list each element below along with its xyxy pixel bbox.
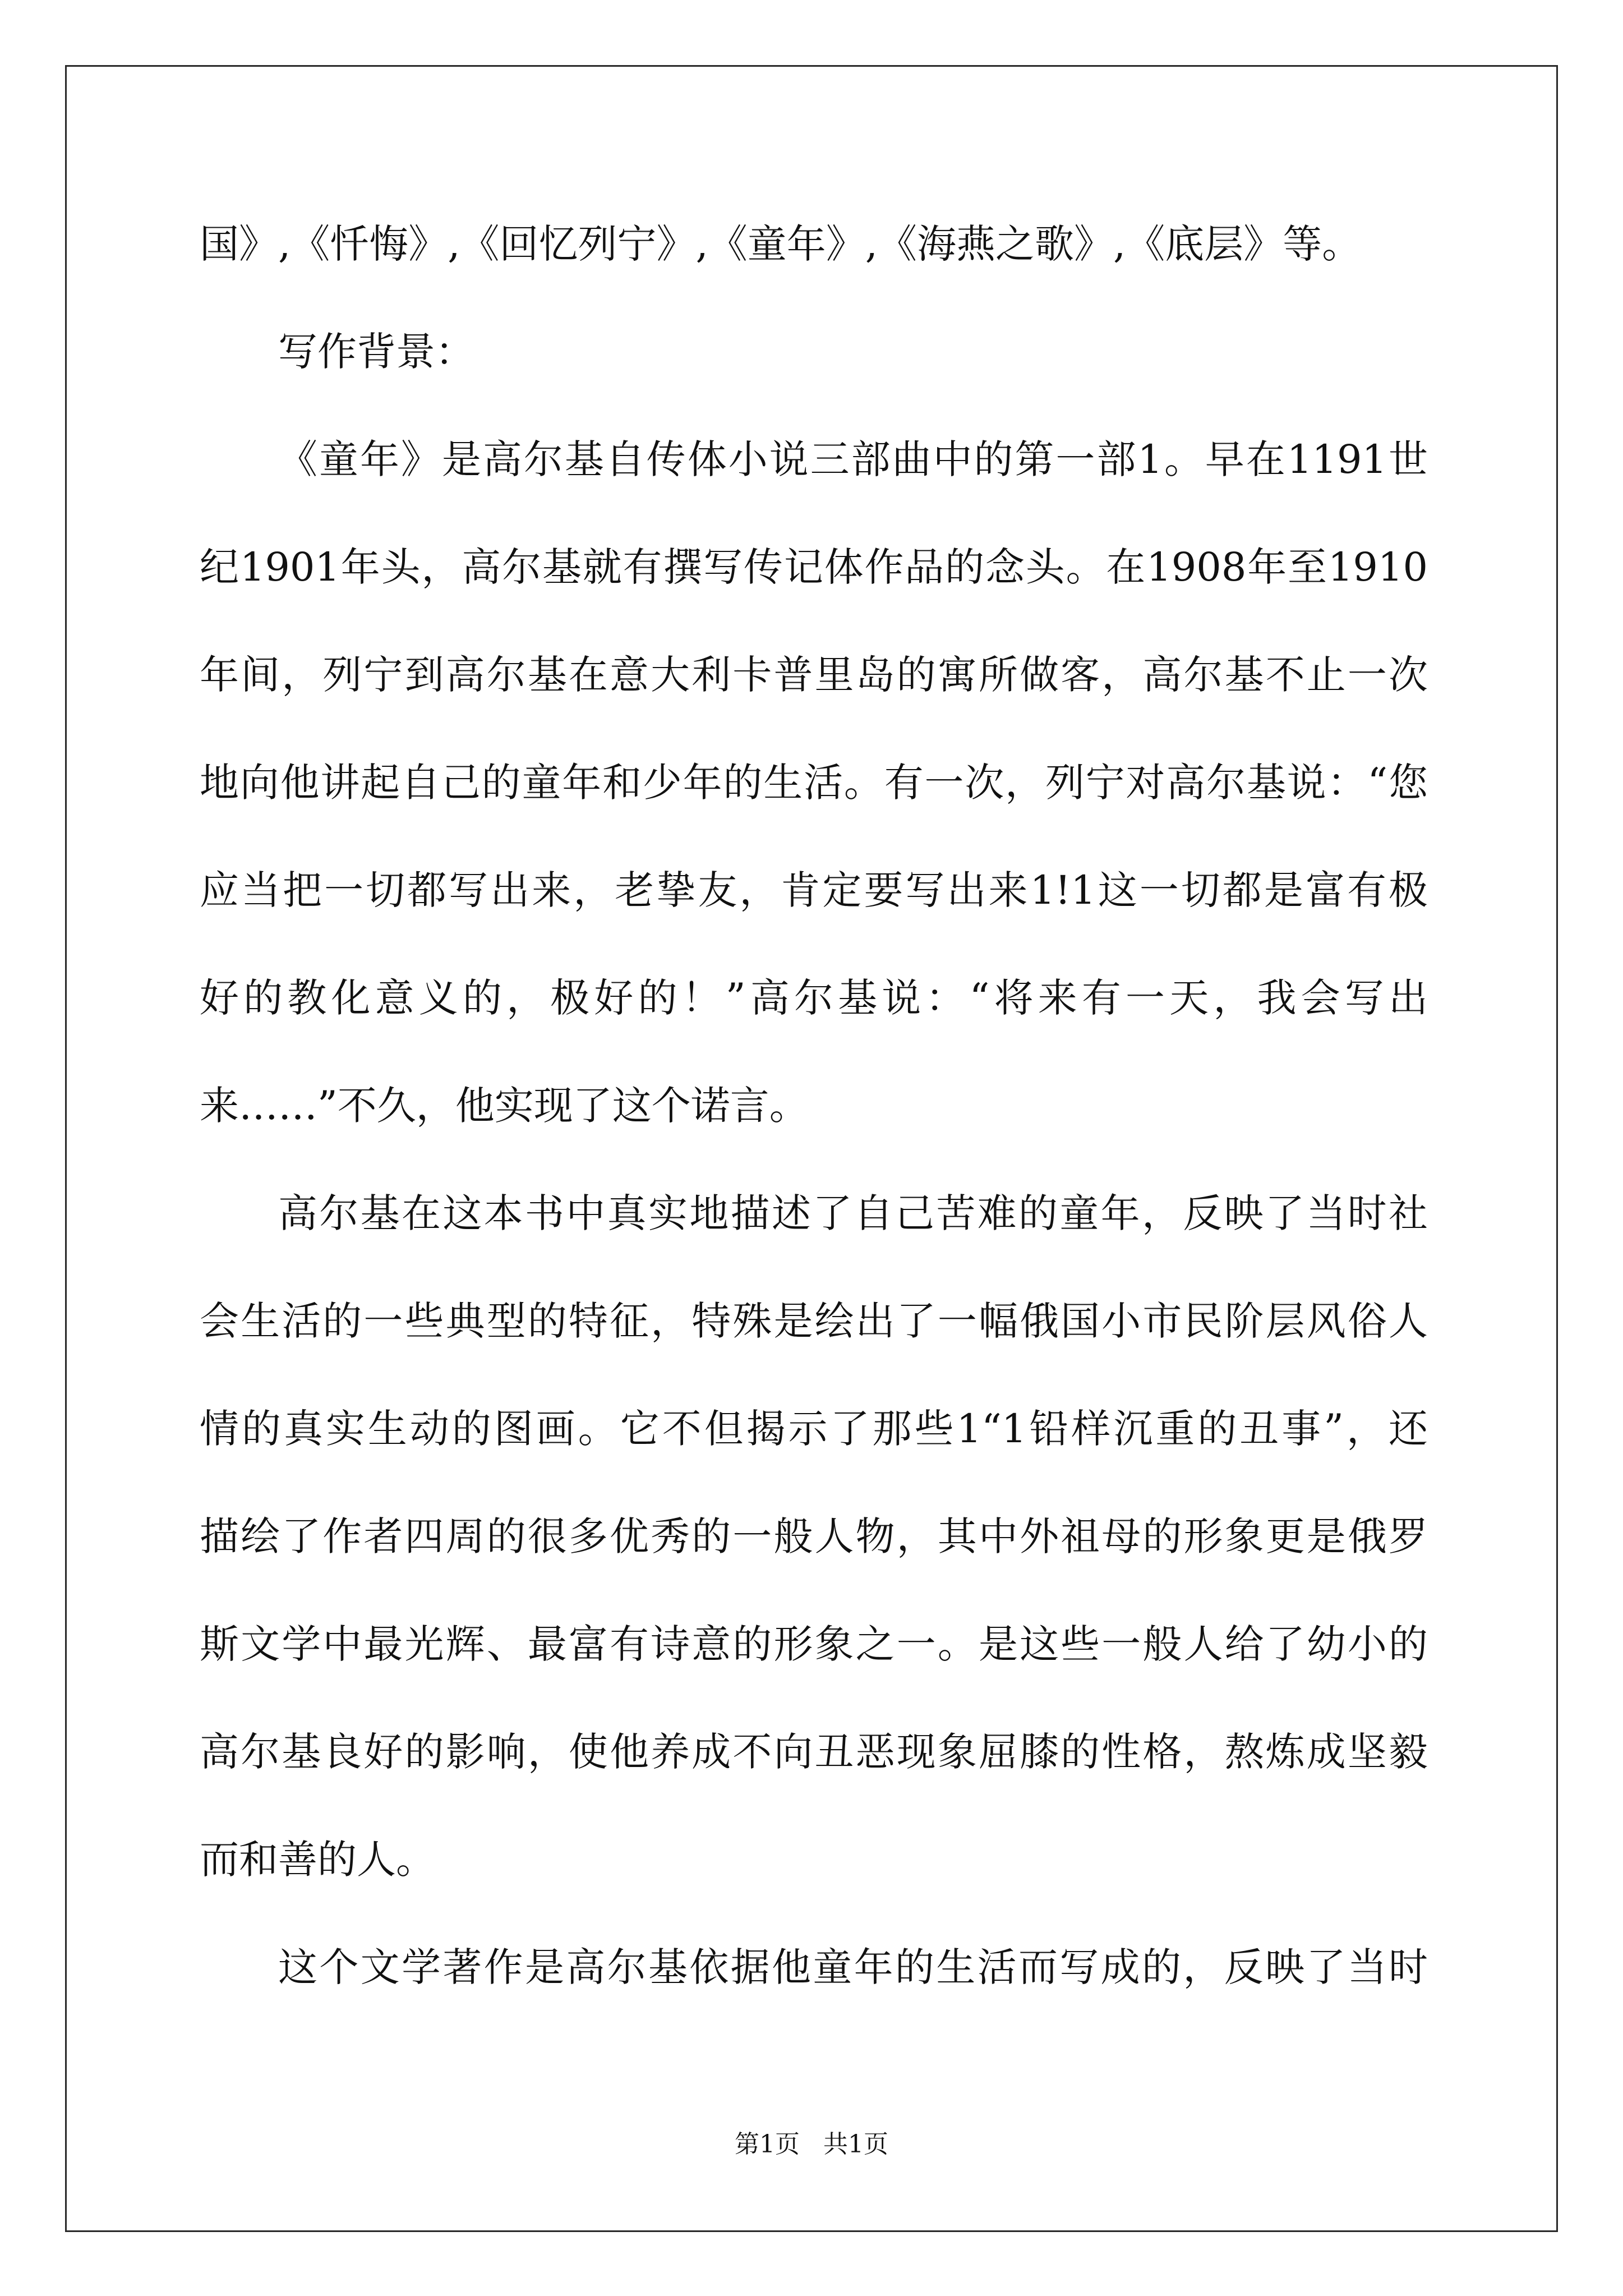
page-border [65, 65, 1558, 2232]
text-line: 《童年》是高尔基自传体小说三部曲中的第一部1。早在1191世 [278, 436, 1428, 482]
text-line: 高尔基在这本书中真实地描述了自己苦难的童年，反映了当时社 [278, 1190, 1428, 1236]
text-line: 来……”不久，他实现了这个诺言。 [200, 1083, 809, 1129]
text-line: 描绘了作者四周的很多优秀的一般人物，其中外祖母的形象更是俄罗 [200, 1513, 1428, 1559]
text-line: 国》,《忏悔》,《回忆列宁》,《童年》,《海燕之歌》,《底层》等。 [200, 221, 1362, 267]
text-line: 应当把一切都写出来，老挚友，肯定要写出来1!1这一切都是富有极 [200, 867, 1428, 913]
section-heading: 写作背景： [278, 329, 474, 375]
text-line: 而和善的人。 [200, 1837, 435, 1883]
text-line: 斯文学中最光辉、最富有诗意的形象之一。是这些一般人给了幼小的 [200, 1621, 1428, 1667]
page-footer [0, 2129, 1623, 2160]
text-line: 情的真实生动的图画。它不但揭示了那些1“1铅样沉重的丑事”，还 [200, 1406, 1428, 1452]
text-line: 会生活的一些典型的特征，特殊是绘出了一幅俄国小市民阶层风俗人 [200, 1298, 1428, 1344]
text-line: 高尔基良好的影响，使他养成不向丑恶现象屈膝的性格，熬炼成坚毅 [200, 1729, 1428, 1775]
page-number: 第1页 共1页 [735, 2130, 888, 2159]
text-line: 好的教化意义的，极好的！”高尔基说：“将来有一天，我会写出 [200, 975, 1428, 1021]
text-line: 这个文学著作是高尔基依据他童年的生活而写成的，反映了当时 [278, 1944, 1428, 1990]
text-line: 纪1901年头，高尔基就有撰写传记体作品的念头。在1908年至1910 [200, 544, 1428, 590]
text-line: 年间，列宁到高尔基在意大利卡普里岛的寓所做客，高尔基不止一次 [200, 652, 1428, 698]
text-line: 地向他讲起自己的童年和少年的生活。有一次，列宁对高尔基说：“您 [200, 760, 1428, 806]
